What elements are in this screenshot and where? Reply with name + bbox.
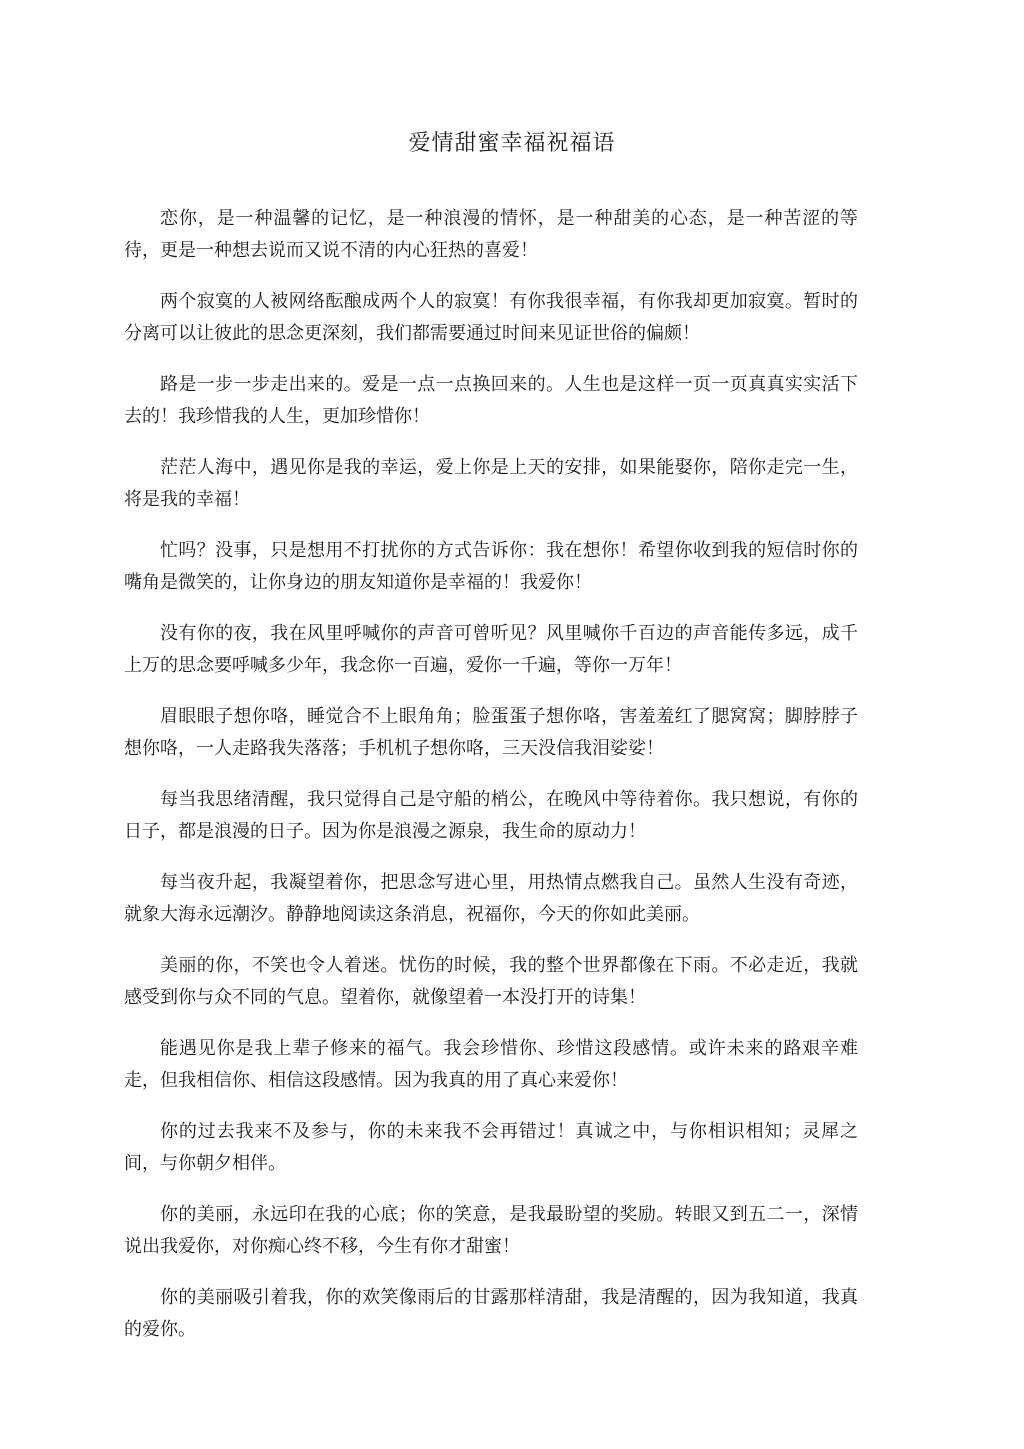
document-body [124,203,858,1365]
paragraph: 每当夜升起，我凝望着你，把思念写进心里，用热情点燃我自己。虽然人生没有奇迹，就象大海永远潮汐。静静地阅读这条消息，祝福你，今天的你如此美丽。 [124,872,858,925]
paragraph: 能遇见你是我上辈子修来的福气。我会珍惜你、珍惜这段感情。或许未来的路艰辛难走，但我相信你、相信这段感情。因为我真的用了真心来爱你！ [124,1038,858,1091]
paragraph: 每当我思绪清醒，我只觉得自己是守船的梢公，在晚风中等待着你。我只想说，有你的日子，都是浪漫的日子。因为你是浪漫之源泉，我生命的原动力！ [124,789,858,842]
paragraph: 你的美丽吸引着我，你的欢笑像雨后的甘露那样清甜，我是清醒的，因为我知道，我真的爱你。 [124,1287,858,1340]
paragraph: 茫茫人海中，遇见你是我的幸运，爱上你是上天的安排，如果能娶你，陪你走完一生，将是我的幸福！ [124,457,858,510]
paragraph: 没有你的夜，我在风里呼喊你的声音可曾听见？风里喊你千百边的声音能传多远，成千上万的思念要呼喊多少年，我念你一百遍，爱你一千遍，等你一万年！ [124,623,858,676]
paragraph: 路是一步一步走出来的。爱是一点一点换回来的。人生也是这样一页一页真真实实活下去的！我珍惜我的人生，更加珍惜你！ [124,374,858,427]
paragraph: 你的美丽，永远印在我的心底；你的笑意，是我最盼望的奖励。转眼又到五二一，深情说出我爱你，对你痴心终不移，今生有你才甜蜜！ [124,1204,858,1257]
paragraph: 恋你，是一种温馨的记忆，是一种浪漫的情怀，是一种甜美的心态，是一种苦涩的等待，更是一种想去说而又说不清的内心狂热的喜爱！ [124,208,858,261]
document-title: 爱情甜蜜幸福祝福语 [408,131,616,156]
paragraph: 两个寂寞的人被网络酝酿成两个人的寂寞！有你我很幸福，有你我却更加寂寞。暂时的分离可以让彼此的思念更深刻，我们都需要通过时间来见证世俗的偏颇！ [124,291,858,344]
paragraph: 眉眼眼子想你咯，睡觉合不上眼角角；脸蛋蛋子想你咯，害羞羞红了腮窝窝；脚脖脖子想你咯，一人走路我失落落；手机机子想你咯，三天没信我泪娑娑！ [124,706,858,759]
paragraph: 忙吗？没事，只是想用不打扰你的方式告诉你：我在想你！希望你收到我的短信时你的嘴角是微笑的，让你身边的朋友知道你是幸福的！我爱你！ [124,540,858,593]
paragraph: 美丽的你，不笑也令人着迷。忧伤的时候，我的整个世界都像在下雨。不必走近，我就感受到你与众不同的气息。望着你，就像望着一本没打开的诗集！ [124,955,858,1008]
paragraph: 你的过去我来不及参与，你的未来我不会再错过！真诚之中，与你相识相知；灵犀之间，与你朝夕相伴。 [124,1121,858,1174]
